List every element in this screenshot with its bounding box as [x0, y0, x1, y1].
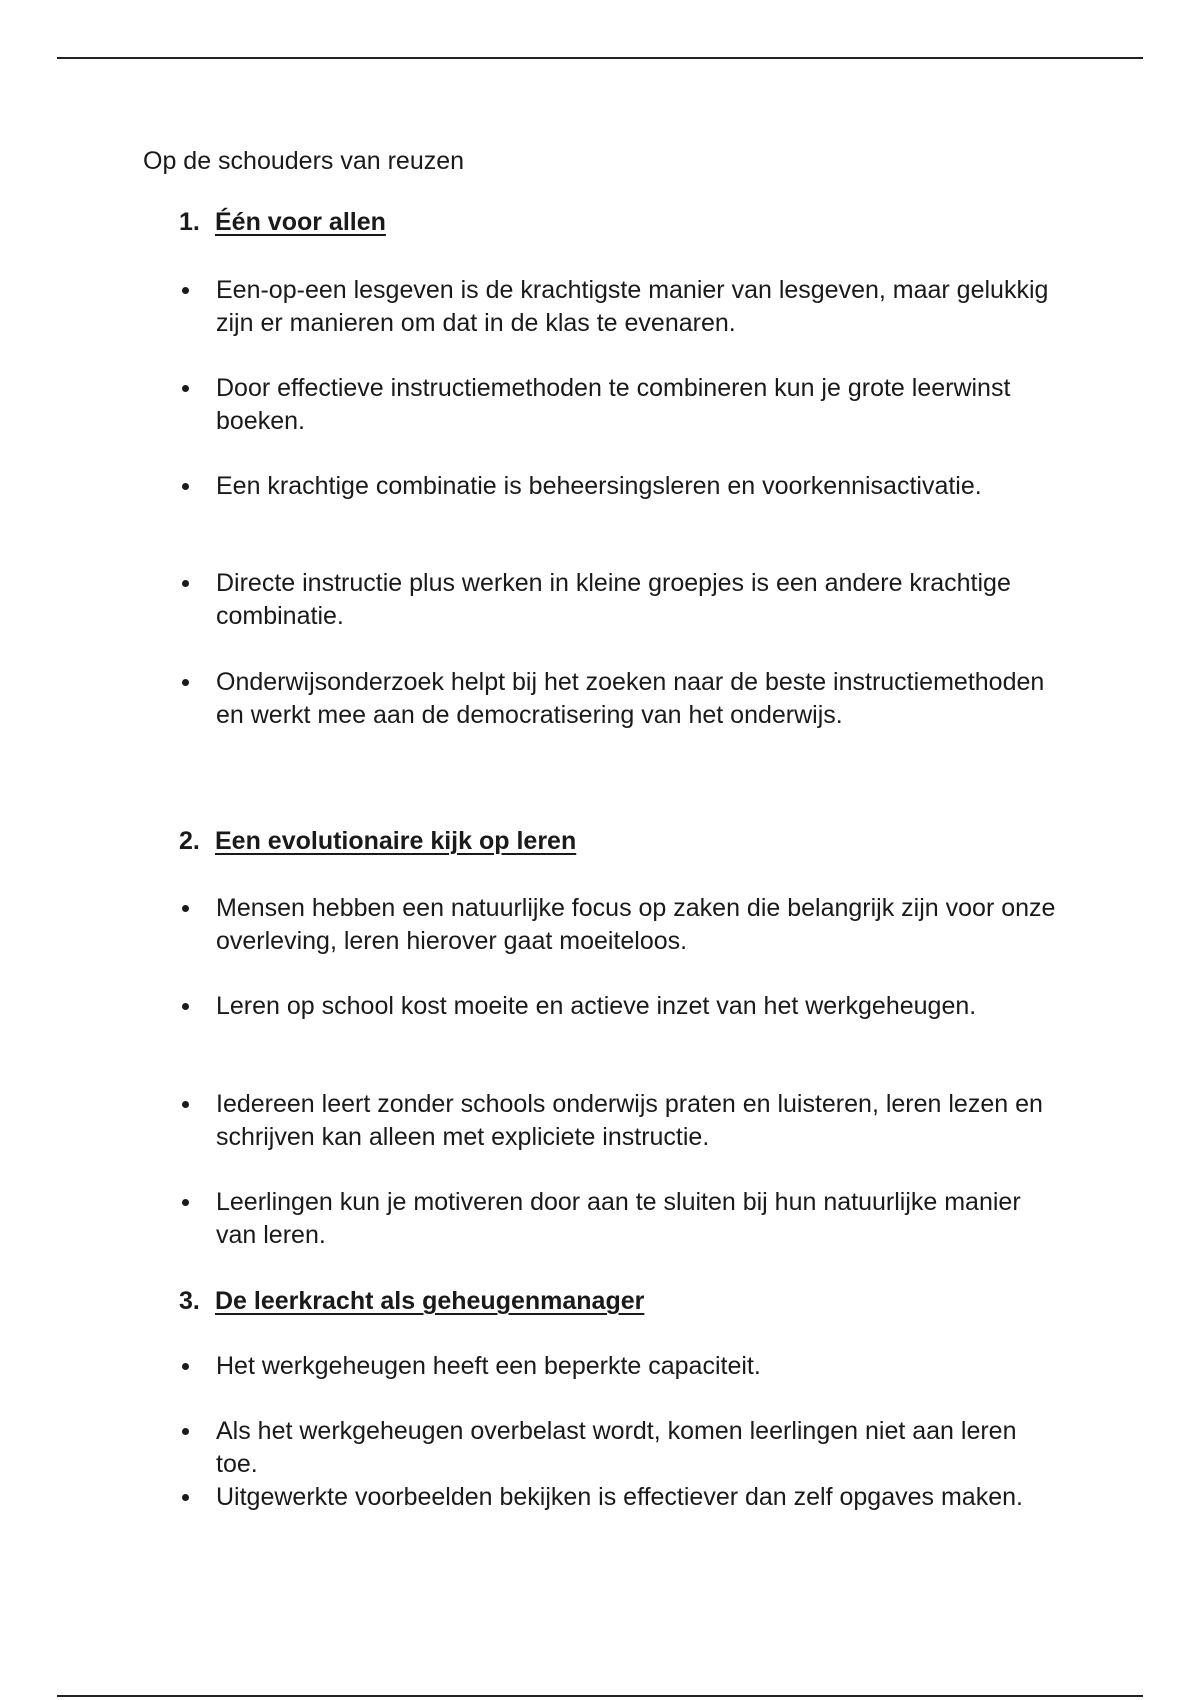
list-item	[179, 1088, 1059, 1154]
list-item-text: Een-op-een lesgeven is de krachtigste manier van lesgeven, maar gelukkig zijn er manieren om dat in de klas te evenaren.	[216, 276, 1049, 337]
section-number: 2.	[179, 827, 200, 855]
list-item	[179, 1350, 1059, 1383]
list-item	[179, 1186, 1059, 1252]
list-item-text: Leren op school kost moeite en actieve inzet van het werkgeheugen.	[216, 992, 977, 1020]
list-item-text: Als het werkgeheugen overbelast wordt, komen leerlingen niet aan leren toe.	[216, 1417, 1017, 1478]
section-number: 3.	[179, 1287, 200, 1315]
document-title: Op de schouders van reuzen	[143, 147, 465, 175]
list-item-text: Onderwijsonderzoek helpt bij het zoeken naar de beste instructiemethoden en werkt mee aan de democratisering van het onderwijs.	[216, 668, 1045, 729]
list-item-text: Door effectieve instructiemethoden te combineren kun je grote leerwinst boeken.	[216, 374, 1011, 435]
section-title: Één voor allen	[215, 208, 386, 236]
list-item-text: Iedereen leert zonder schools onderwijs praten en luisteren, leren lezen en schrijven kan alleen met expliciete instructie.	[216, 1090, 1043, 1151]
section-title: De leerkracht als geheugenmanager	[215, 1287, 645, 1315]
list-item-text: Het werkgeheugen heeft een beperkte capaciteit.	[216, 1352, 761, 1380]
list-item	[179, 1415, 1059, 1481]
list-item	[179, 990, 1059, 1023]
list-item	[179, 1481, 1059, 1514]
section-number: 1.	[179, 208, 200, 236]
list-item-text: Directe instructie plus werken in kleine groepjes is een andere krachtige combinatie.	[216, 569, 1011, 630]
list-item-text: Mensen hebben een natuurlijke focus op zaken die belangrijk zijn voor onze overleving, leren hierover gaat moeiteloos.	[216, 894, 1056, 955]
section-title: Een evolutionaire kijk op leren	[215, 827, 577, 855]
section-heading-1	[179, 206, 386, 238]
list-item	[179, 567, 1059, 633]
list-item	[179, 274, 1059, 340]
list-item-text: Een krachtige combinatie is beheersingsleren en voorkennisactivatie.	[216, 472, 982, 500]
top-divider	[57, 57, 1143, 59]
list-item-text: Uitgewerkte voorbeelden bekijken is effectiever dan zelf opgaves maken.	[216, 1483, 1023, 1511]
bottom-divider	[57, 1695, 1143, 1697]
list-item	[179, 666, 1059, 732]
list-item	[179, 470, 1059, 503]
section-heading-3	[179, 1285, 644, 1317]
list-item	[179, 372, 1059, 438]
section-heading-2	[179, 825, 576, 857]
list-item	[179, 892, 1059, 958]
list-item-text: Leerlingen kun je motiveren door aan te sluiten bij hun natuurlijke manier van leren.	[216, 1188, 1021, 1249]
